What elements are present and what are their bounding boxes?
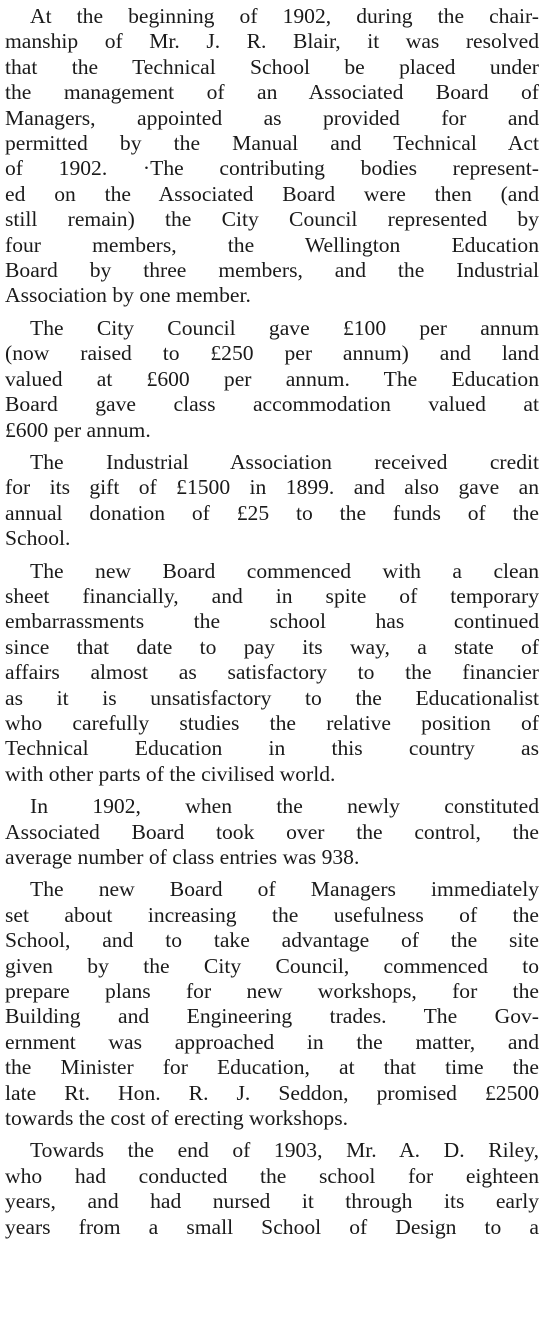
text-line: late Rt. Hon. R. J. Seddon, promised £2500: [5, 1080, 539, 1105]
paragraph-new-workshops: [5, 877, 539, 1131]
text-line: Towards the end of 1903, Mr. A. D. Riley,: [30, 1138, 539, 1163]
text-line: Managers, appointed as provided for and: [5, 105, 539, 130]
text-line: £600 per annum.: [5, 417, 151, 442]
text-line: affairs almost as satisfactory to the financier: [5, 660, 539, 685]
text-line: who had conducted the school for eighteen: [5, 1163, 539, 1188]
text-line: Board by three members, and the Industrial: [5, 258, 539, 283]
text-line: given by the City Council, commenced to: [5, 953, 539, 978]
text-line: that the Technical School be placed under: [5, 54, 539, 79]
text-line: At the beginning of 1902, during the chair-: [30, 4, 539, 28]
text-line: The new Board of Managers immediately: [30, 877, 539, 902]
text-line: towards the cost of erecting workshops.: [5, 1106, 349, 1131]
text-line: who carefully studies the relative position of: [5, 710, 539, 735]
paragraph-class-entries-1902: [5, 794, 539, 870]
text-line: the management of an Associated Board of: [5, 80, 539, 105]
text-line: Association by one member.: [5, 283, 251, 308]
text-line: permitted by the Manual and Technical Act: [5, 131, 539, 156]
text-line: The new Board commenced with a clean: [30, 558, 539, 583]
paragraph-industrial-association: [5, 450, 539, 552]
paragraph-new-board-finances: [5, 559, 539, 788]
text-line: four members, the Wellington Education: [5, 232, 539, 257]
text-line: set about increasing the usefulness of the: [5, 902, 539, 927]
text-line: embarrassments the school has continued: [5, 609, 539, 634]
text-line: since that date to pay its way, a state of: [5, 634, 539, 659]
text-line: years from a small School of Design to a: [5, 1214, 539, 1239]
text-line: still remain) the City Council represented by: [5, 207, 539, 232]
text-line: In 1902, when the newly constituted: [30, 794, 539, 819]
text-line: prepare plans for new workshops, for the: [5, 979, 539, 1004]
text-line: of 1902. ·The contributing bodies represent-: [5, 156, 539, 181]
text-line: Board gave class accommodation valued at: [5, 392, 539, 417]
paragraph-board-formation: [5, 4, 539, 309]
text-line: School.: [5, 526, 71, 551]
text-line: average number of class entries was 938.: [5, 845, 360, 869]
text-line: School, and to take advantage of the site: [5, 928, 539, 953]
text-line: with other parts of the civilised world.: [5, 761, 336, 786]
paragraph-riley-tenure: [5, 1138, 539, 1240]
text-line: manship of Mr. J. R. Blair, it was resolved: [5, 29, 539, 54]
text-line: sheet financially, and in spite of temporary: [5, 583, 539, 608]
text-line: as it is unsatisfactory to the Educationalist: [5, 685, 539, 710]
text-line: Associated Board took over the control, the: [5, 819, 539, 844]
text-line: years, and had nursed it through its early: [5, 1189, 539, 1214]
text-line: annual donation of £25 to the funds of the: [5, 500, 539, 525]
text-line: ed on the Associated Board were then (and: [5, 181, 539, 206]
text-line: for its gift of £1500 in 1899. and also gave an: [5, 475, 539, 500]
paragraph-city-council-funding: [5, 316, 539, 443]
text-line: the Minister for Education, at that time the: [5, 1055, 539, 1080]
text-line: ernment was approached in the matter, and: [5, 1029, 539, 1054]
text-line: (now raised to £250 per annum) and land: [5, 341, 539, 366]
text-line: The City Council gave £100 per annum: [30, 315, 539, 340]
text-line: valued at £600 per annum. The Education: [5, 366, 539, 391]
text-line: Building and Engineering trades. The Gov-: [5, 1004, 539, 1029]
text-line: The Industrial Association received credit: [30, 449, 539, 474]
text-line: Technical Education in this country as: [5, 736, 539, 761]
